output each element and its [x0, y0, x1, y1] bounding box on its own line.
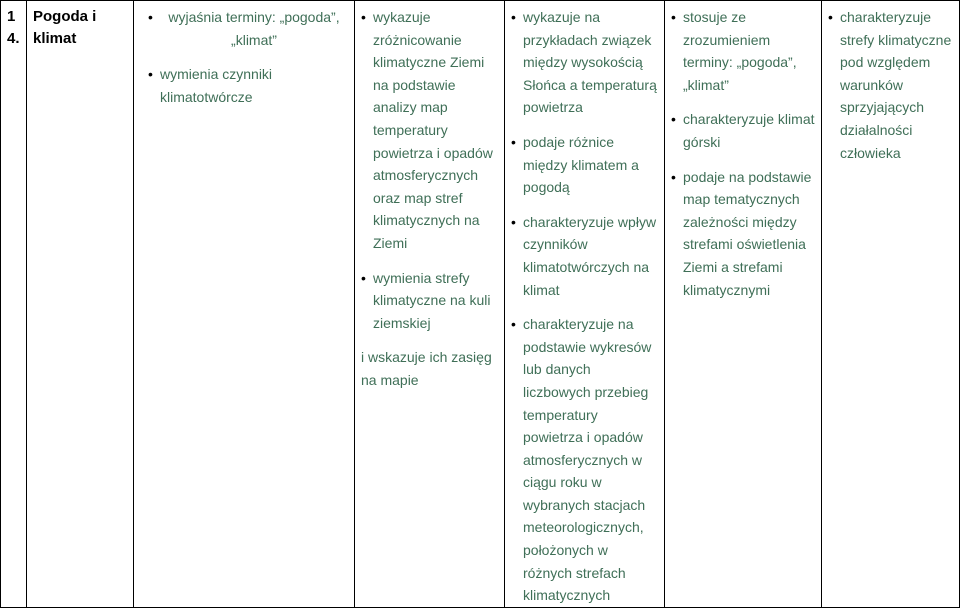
requirements-cell-2	[355, 1, 505, 608]
list-item	[828, 6, 955, 164]
list-item-text: podaje różnice między klimatem a pogodą	[523, 133, 639, 196]
bullet-icon: •	[511, 9, 516, 25]
bullet-icon: •	[671, 168, 676, 185]
list-item	[511, 313, 660, 607]
list-item	[511, 211, 660, 301]
list-item	[511, 6, 660, 119]
list-item-text: charakteryzuje strefy klimatyczne pod względem warunków sprzyjających działalności człowieka	[840, 9, 952, 161]
list-item-text: wykazuje na przykładach związek między wysokością Słońca a temperaturą powietrza	[523, 9, 657, 116]
topic-title: Pogoda i klimat	[33, 8, 97, 47]
bullet-icon: •	[511, 133, 516, 150]
list-item	[361, 267, 500, 335]
list-item-text: podaje na podstawie map tematycznych zależności między strefami oświetlenia Ziemi a strefami klimatycznymi	[683, 168, 812, 298]
bullet-icon: •	[671, 9, 676, 25]
list-item	[148, 6, 348, 51]
list-item	[148, 63, 348, 108]
list-item	[511, 131, 660, 199]
requirements-cell-1	[134, 1, 355, 608]
list-item-text: wykazuje zróżnicowanie klimatyczne Ziemi na podstawie analizy map temperatury powietrza i opadów atmosferycznych oraz map stref klimatycznych na Ziemi	[373, 9, 493, 251]
list-item-text: wymienia strefy klimatyczne na kuli ziemskiej	[373, 269, 491, 331]
topic-cell	[27, 1, 134, 608]
bullet-icon: •	[148, 66, 153, 83]
list-item-text: charakteryzuje na podstawie wykresów lub danych liczbowych przebieg temperatury powietrza i opadów atmosferycznych w ciągu roku w wybranych stacjach meteorologicznych, położonych w różnych strefach klimatycznych	[523, 316, 652, 604]
lesson-number: 1 4.	[7, 8, 20, 47]
list-item: i wskazuje ich zasięg na mapie	[361, 349, 492, 388]
bullet-icon: •	[511, 316, 516, 333]
table-row	[1, 1, 960, 608]
requirements-cell-3	[505, 1, 665, 608]
list-item	[671, 108, 817, 153]
requirements-cell-4	[665, 1, 822, 608]
bullet-icon: •	[361, 269, 366, 286]
list-item	[361, 6, 500, 255]
list-item-text: stosuje ze zrozumieniem terminy: „pogoda”, „klimat”	[683, 9, 797, 93]
bullet-icon: •	[511, 213, 516, 230]
lesson-number-cell	[1, 1, 27, 608]
requirements-cell-5	[822, 1, 960, 608]
bullet-icon: •	[671, 111, 676, 128]
list-item-text: wyjaśnia terminy: „pogoda”, „klimat”	[168, 9, 340, 48]
bullet-icon: •	[361, 9, 366, 25]
list-item	[671, 6, 817, 96]
bullet-icon: •	[828, 9, 833, 25]
list-item	[671, 166, 817, 302]
bullet-icon: •	[148, 9, 153, 25]
list-item-text: charakteryzuje klimat górski	[683, 111, 815, 150]
list-item-text: wymienia czynniki klimatotwórcze	[160, 66, 273, 105]
list-item-text: charakteryzuje wpływ czynników klimatotwórczych na klimat	[523, 213, 657, 298]
